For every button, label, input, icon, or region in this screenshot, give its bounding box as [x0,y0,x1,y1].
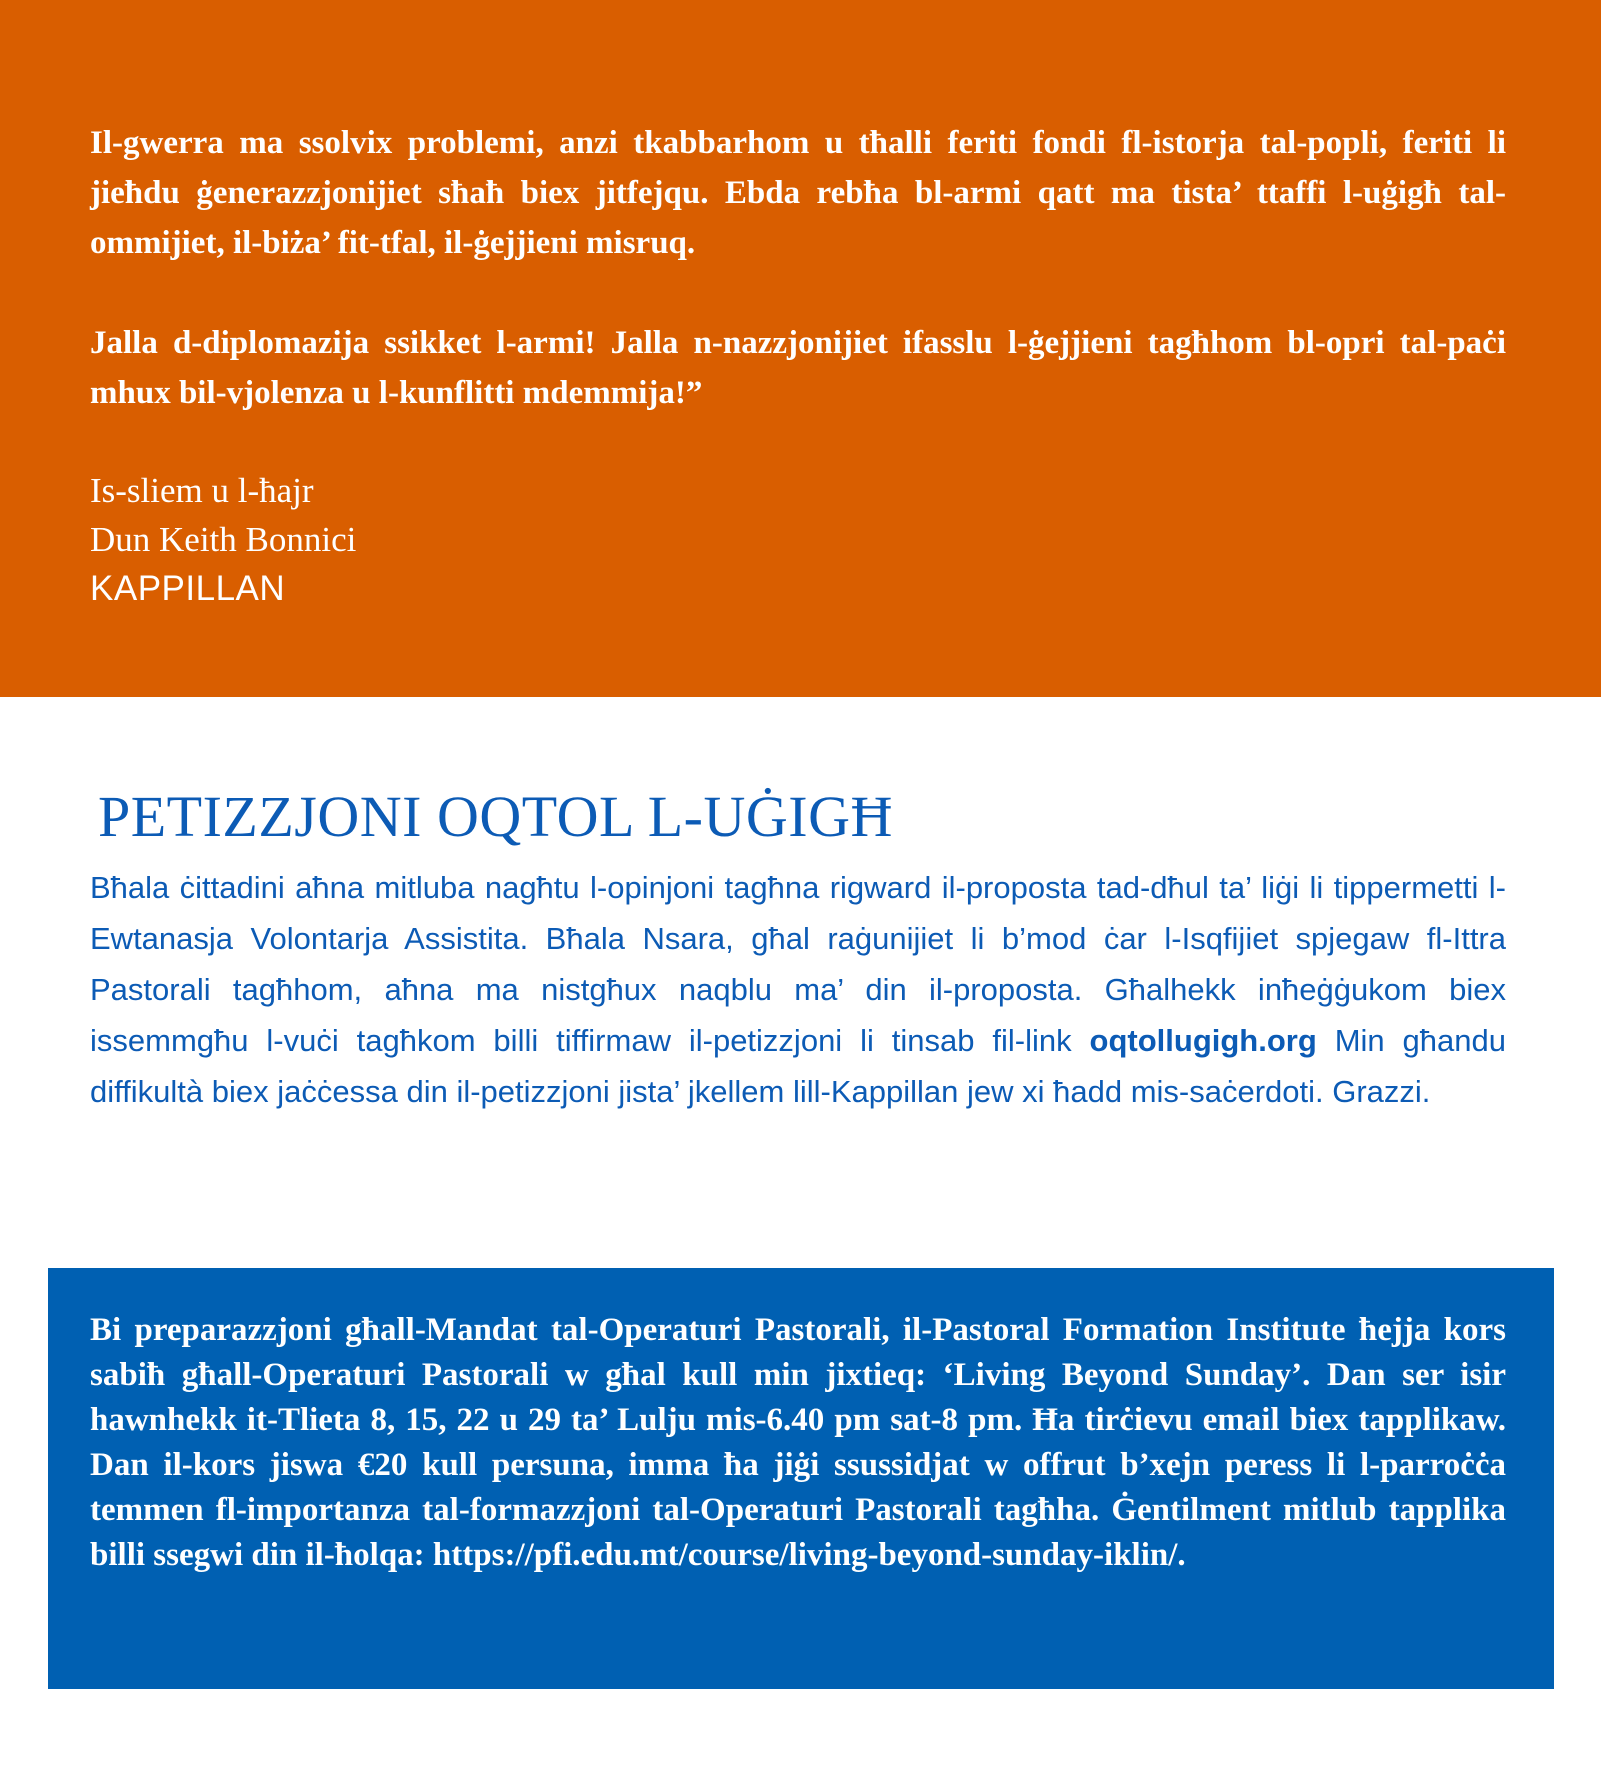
petition-body [90,862,1506,1117]
message-text [90,118,1506,613]
petition-link[interactable]: oqtollugigh.org [1089,1023,1317,1058]
petition-text-after: Min għandu diffikultà biex jaċċessa din il-petizzjoni jista’ jkellem lill-Kappillan jew xi ħadd mis-saċerdoti. Grazzi. [90,1023,1506,1109]
course-text: Bi preparazzjoni għall-Mandat tal-Operaturi Pastorali, il-Pastoral Formation Institute ħejja kors sabiħ għall-Operaturi Pastorali w għal kull min jixtieq: ‘Living Beyond Sunday’. Dan ser isir hawnhekk it-Tlieta 8, 15, 22 u 29 ta’ Lulju mis-6.40 pm sat-8 pm. Ħa tirċievu email biex tapplikaw. Dan il-kors jiswa €20 kull persuna, imma ħa jiġi ssussidjat w offrut b’xejn peress li l-parroċċa temmen fl-importanza tal-formazzjoni tal-Operaturi Pastorali tagħha. Ġentilment mitlub tapplika billi ssegwi din il-ħolqa: https://pfi.edu.mt/course/living-beyond-sunday-iklin/. [90,1312,1506,1573]
signatory-role: KAPPILLAN [90,569,286,608]
message-section [0,0,1601,697]
signature-block [90,466,1506,613]
signatory-name: Dun Keith Bonnici [90,520,357,559]
petition-text-before: Bħala ċittadini aħna mitluba nagħtu l-opinjoni tagħna rigward il-proposta tad-dħul ta’ liġi li tippermetti l-Ewtanasja Volontarja Assistita. Bħala Nsara, għal raġunijiet li b’mod ċar l-Isqfijiet spjegaw fl-Ittra Pastorali tagħhom, aħna ma nistgħux naqblu ma’ din il-proposta. Għalhekk inħeġġukom biex issemmgħu l-vuċi tagħkom billi tiffirmaw il-petizzjoni li tinsab fil-link [90,870,1506,1058]
message-paragraph-1: Il-gwerra ma ssolvix problemi, anzi tkabbarhom u tħalli feriti fondi fl-istorja tal-popli, feriti li jieħdu ġenerazzjonijiet sħaħ biex jitfejqu. Ebda rebħa bl-armi qatt ma tista’ ttaffi l-uġigħ tal-ommijiet, il-biża’ fit-tfal, il-ġejjieni misruq. [90,125,1506,261]
course-box [48,1268,1554,1689]
petition-title: PETIZZJONI OQTOL L-UĠIGĦ [98,784,893,849]
message-paragraph-2: Jalla d-diplomazija ssikket l-armi! Jalla n-nazzjonijiet ifasslu l-ġejjieni tagħhom bl-opri tal-paċi mhux bil-vjolenza u l-kunflitti mdemmija!” [90,325,1506,411]
closing-line: Is-sliem u l-ħajr [90,471,314,510]
